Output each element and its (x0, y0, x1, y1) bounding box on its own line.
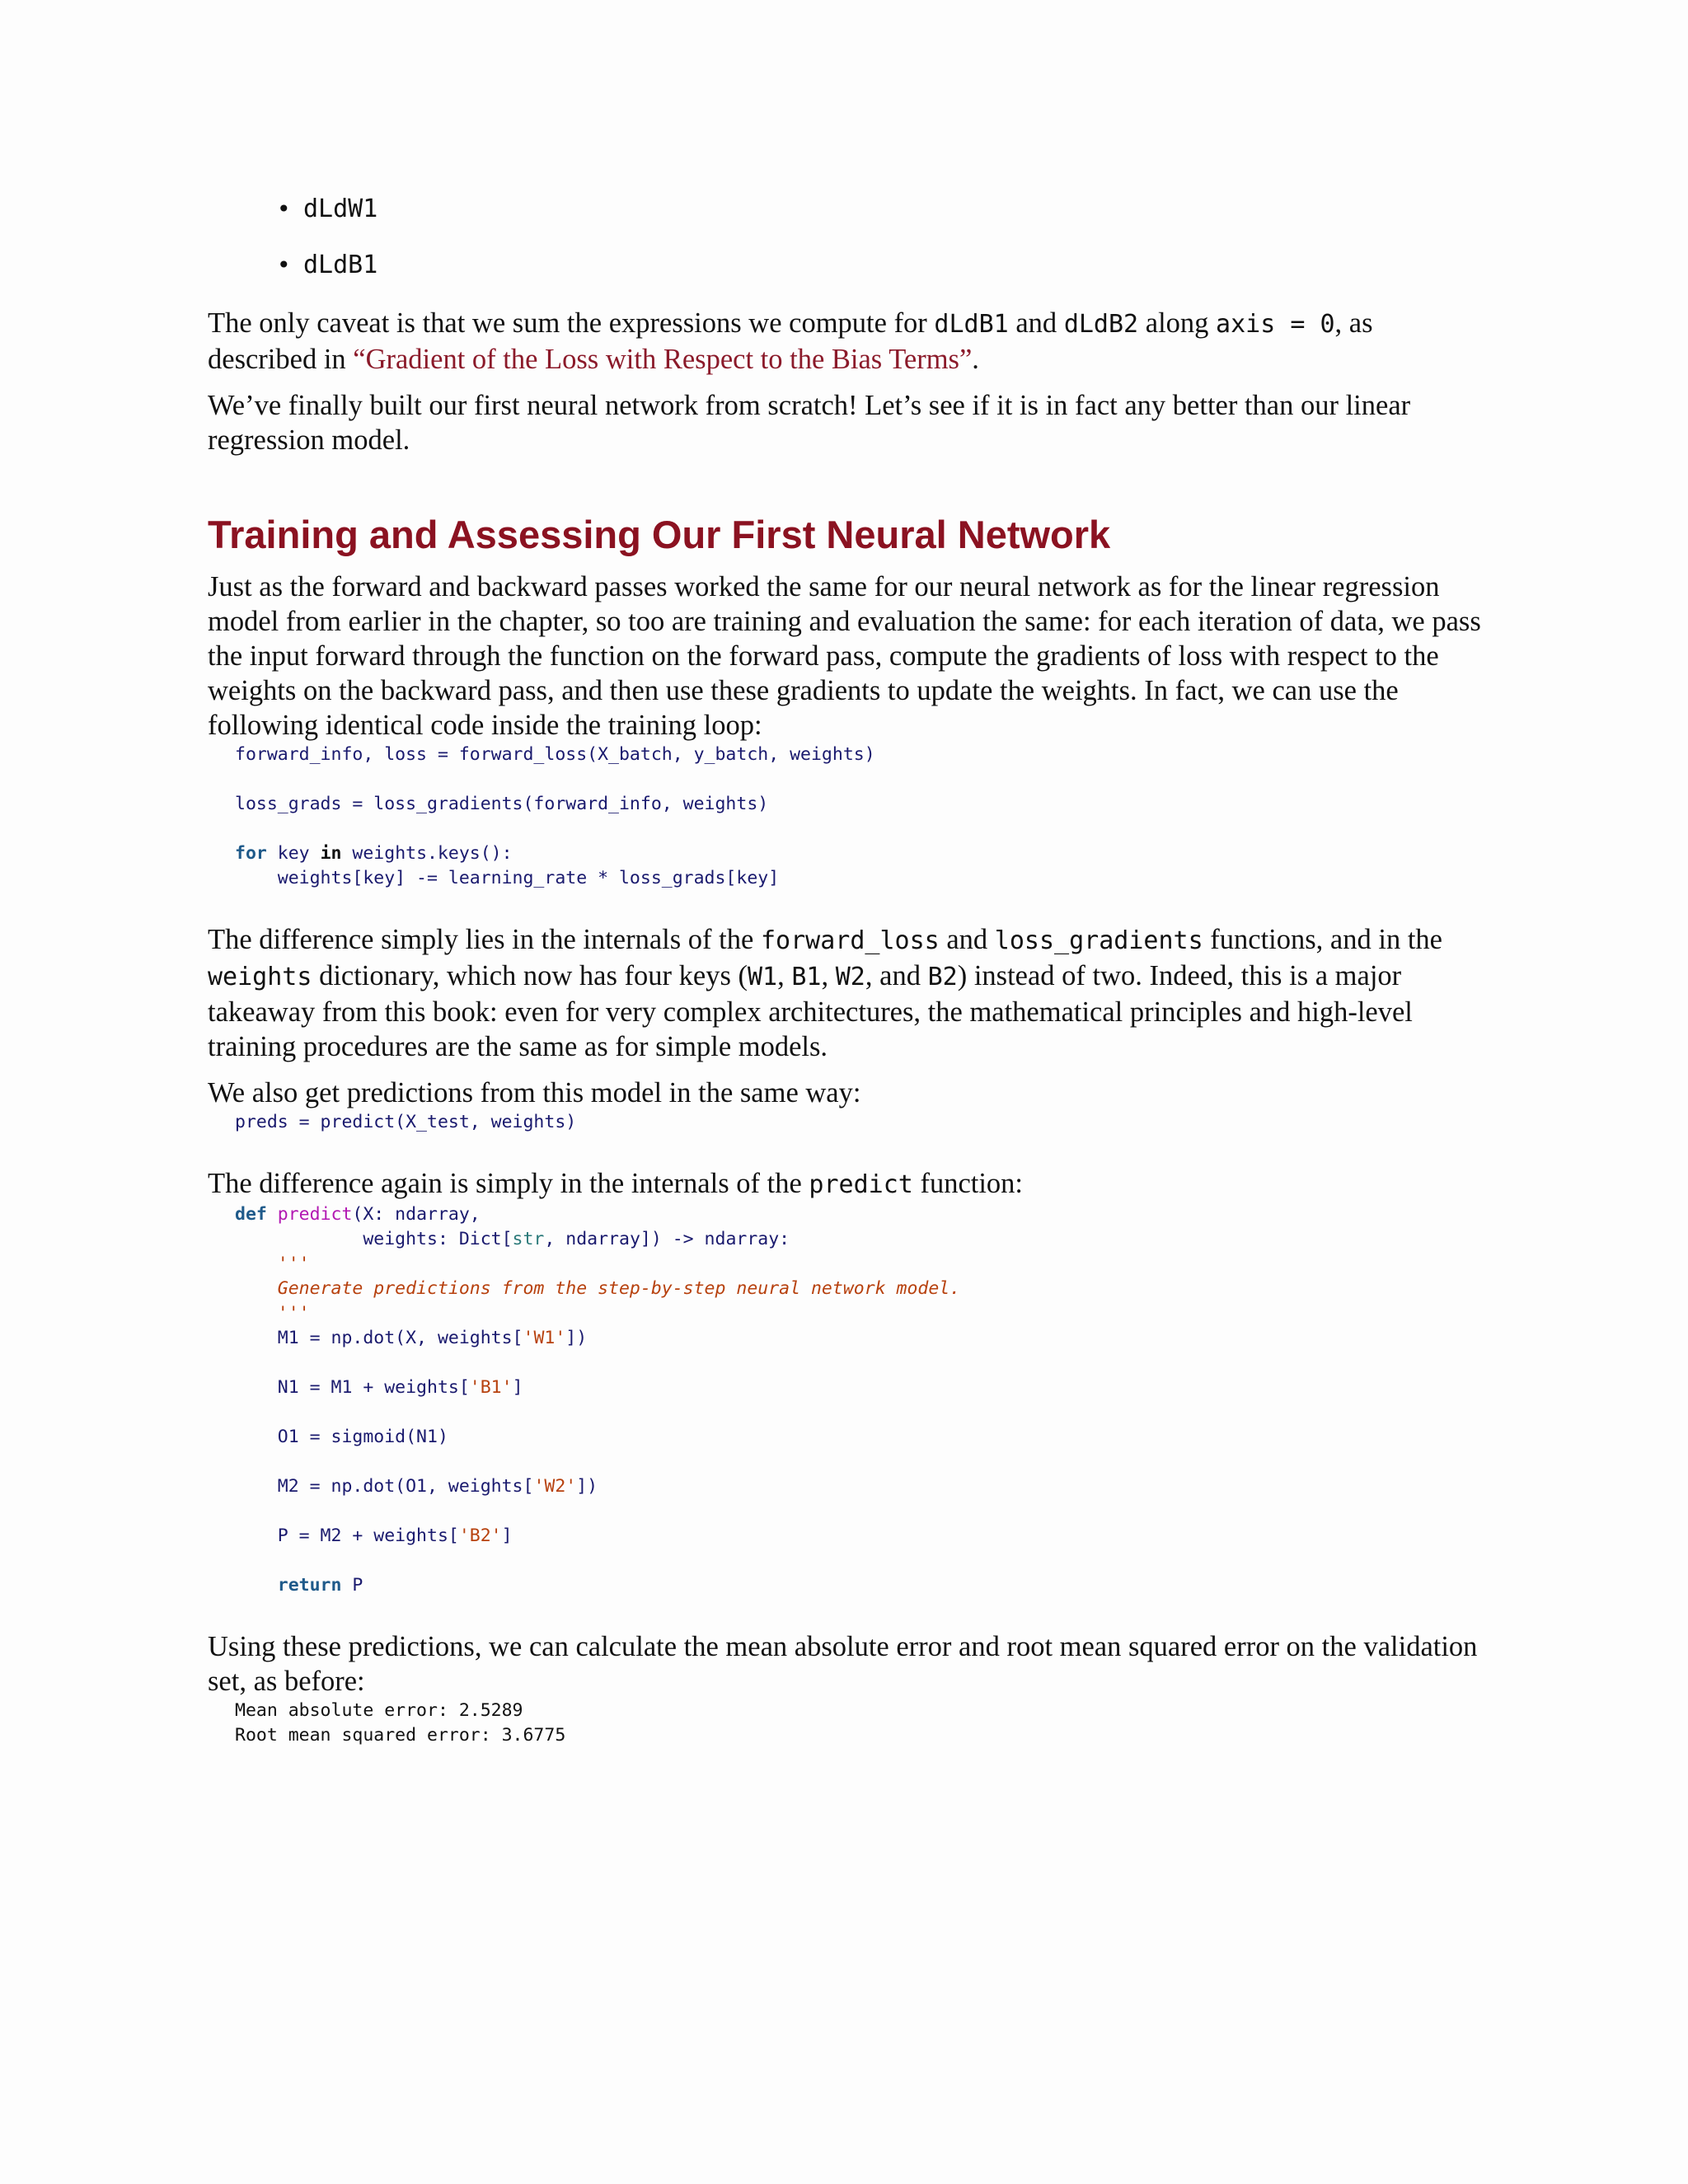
gradient-list (208, 194, 1485, 306)
keyword: in (320, 843, 342, 864)
code-block-output (208, 1699, 1485, 1748)
caveat-paragraph (208, 306, 1485, 377)
code-token: M1 = np.dot(X, weights[ (235, 1328, 523, 1348)
code-line: loss_grads = loss_gradients(forward_info, weights) (235, 794, 769, 814)
code-block-predict-call (208, 1110, 1485, 1135)
list-item: • dLdW1 (208, 194, 1485, 250)
text: functions, and in the (1203, 924, 1442, 955)
inline-code: forward_loss (760, 926, 940, 955)
docstring: Generate predictions from the step-by-step neural network model. (235, 1278, 961, 1299)
output-line: Mean absolute error: 2.5289 (235, 1700, 523, 1721)
inline-code: loss_gradients (994, 926, 1203, 955)
code-line: O1 = sigmoid(N1) (235, 1427, 448, 1447)
list-item: • dLdB1 (208, 250, 1485, 306)
inline-code: B2 (927, 963, 958, 991)
string: 'W2' (533, 1476, 577, 1497)
code-token: N1 = M1 + weights[ (235, 1377, 470, 1398)
keyword: for (235, 843, 267, 864)
text: , (777, 960, 792, 991)
code-token: P = M2 + weights[ (235, 1526, 459, 1546)
docstring: ''' (235, 1303, 310, 1324)
keyword: def (235, 1204, 267, 1225)
predict-internals-paragraph (208, 1166, 1485, 1202)
inline-code: B1 (791, 963, 822, 991)
code-token: , ndarray]) -> ndarray: (544, 1229, 790, 1249)
difference-paragraph (208, 922, 1485, 1064)
string: 'B1' (469, 1377, 513, 1398)
text: along (1138, 307, 1217, 339)
text: The only caveat is that we sum the expressions we compute for (208, 307, 935, 339)
code-token: ] (501, 1526, 513, 1546)
code-token: ]) (565, 1328, 588, 1348)
keyword: return (277, 1575, 342, 1596)
builtin: str (512, 1229, 545, 1249)
inline-code: W2 (835, 963, 865, 991)
code-token: key (266, 843, 321, 864)
code-line: preds = predict(X_test, weights) (235, 1112, 577, 1132)
text: The difference again is simply in the internals of the (208, 1168, 809, 1199)
string: 'W1' (523, 1328, 566, 1348)
inline-code: W1 (748, 963, 778, 991)
cross-reference-link[interactable]: “Gradient of the Loss with Respect to the Bias Terms” (353, 344, 973, 375)
inline-code: axis = 0 (1216, 310, 1335, 339)
text: dictionary, which now has four keys ( (312, 960, 748, 991)
code-block-training-loop (208, 743, 1485, 891)
training-paragraph: Just as the forward and backward passes worked the same for our neural network as for the linear regression model from earlier in the chapter, so too are training and evaluation the same: for each iteration of data, we pass the input forward through the function on the forward pass, compute the gradients of loss with respect to the weights on the backward pass, and then use these gradients to update the weights. In fact, we can use the following identical code inside the training loop: (208, 571, 1481, 741)
text: , as described in (208, 307, 1373, 375)
code-block-predict-function (208, 1202, 1485, 1598)
text: ) instead of two. Indeed, this is a major takeaway from this book: even for very complex architectures, the mathematical principles and high-level training procedures are the same as for simple models. (208, 960, 1413, 1062)
code-token: M2 = np.dot(O1, weights[ (235, 1476, 534, 1497)
text: . (972, 344, 979, 375)
string: 'B2' (458, 1526, 502, 1546)
code-token: (X: ndarray, (352, 1204, 481, 1225)
text: , (821, 960, 836, 991)
code-token: weights.keys(): (341, 843, 513, 864)
code-token: P (341, 1575, 363, 1596)
inline-code: predict (809, 1170, 913, 1199)
function-name: predict (277, 1204, 353, 1225)
text: and (939, 924, 995, 955)
predictions-paragraph: We also get predictions from this model in the same way: (208, 1077, 861, 1108)
inline-code: dLdB1 (934, 310, 1009, 339)
docstring: ''' (235, 1254, 310, 1274)
metrics-paragraph: Using these predictions, we can calculate the mean absolute error and root mean squared error on the validation set, as before: (208, 1631, 1478, 1697)
page-content (208, 194, 1485, 1748)
section-title: Training and Assessing Our First Neural Network (208, 513, 1111, 556)
intro-paragraph: We’ve finally built our first neural network from scratch! Let’s see if it is in fact any better than our linear regression model. (208, 390, 1411, 456)
output-line: Root mean squared error: 3.6775 (235, 1725, 566, 1746)
code-token: ]) (576, 1476, 598, 1497)
text: , and (865, 960, 928, 991)
code-token: weights: Dict[ (235, 1229, 513, 1249)
code-line: weights[key] -= learning_rate * loss_grads[key] (235, 868, 780, 888)
code-token: ] (512, 1377, 523, 1398)
code-line: forward_info, loss = forward_loss(X_batch, y_batch, weights) (235, 744, 875, 765)
inline-code: weights (208, 963, 312, 991)
inline-code: dLdB2 (1063, 310, 1139, 339)
text: The difference simply lies in the internals of the (208, 924, 761, 955)
text: function: (912, 1168, 1024, 1199)
text: and (1008, 307, 1064, 339)
